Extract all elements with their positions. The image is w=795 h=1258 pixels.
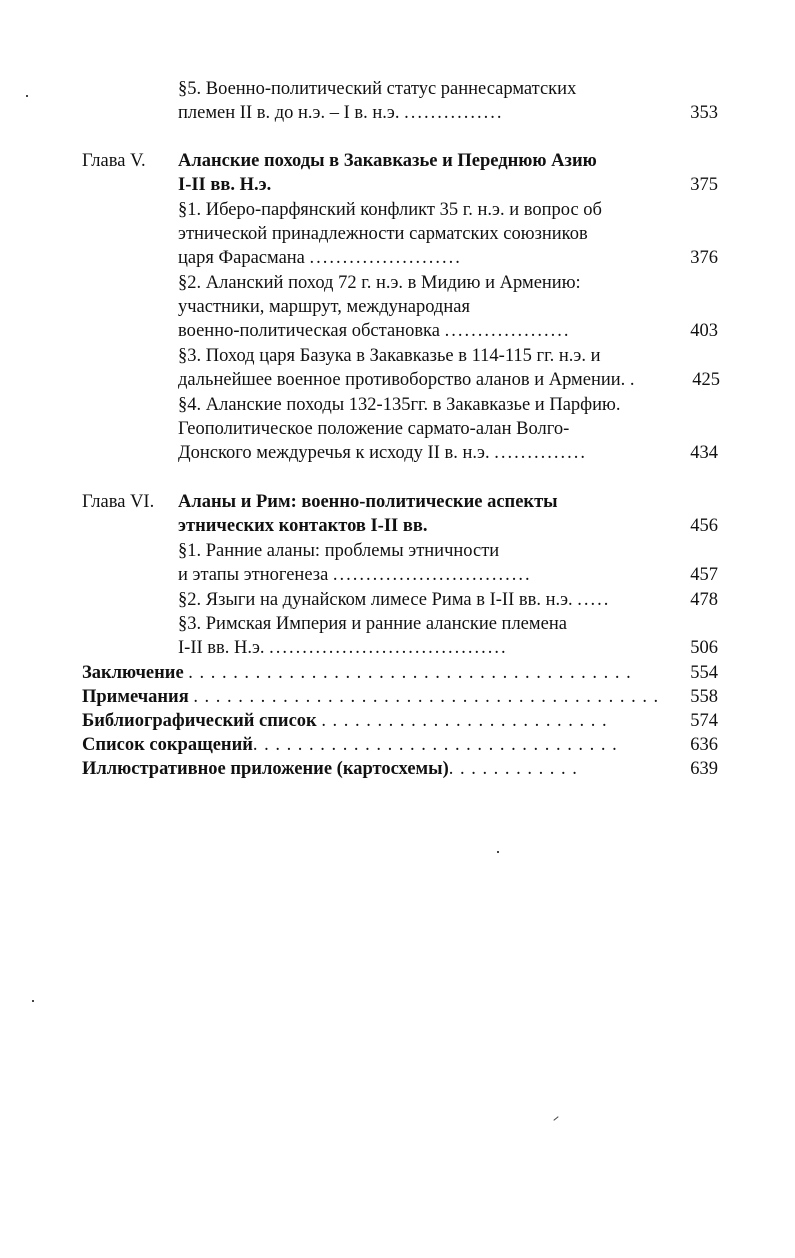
toc-entry-line: Донского междуречья к исходу II в. н.э. .............. [178, 443, 587, 463]
toc-entry-line: §1. Иберо-парфянский конфликт 35 г. н.э. и вопрос об [178, 200, 602, 220]
toc-page-number: 375 [690, 175, 718, 195]
toc-page-number: 574 [690, 711, 718, 731]
chapter-title-line2: I-II вв. Н.э. [178, 175, 272, 195]
toc-page-number: 639 [690, 759, 718, 779]
toc-page-number: 506 [690, 638, 718, 658]
toc-entry-line: I-II вв. Н.э. .................................... [178, 638, 508, 658]
toc-entry-line: и этапы этногенеза .............................. [178, 565, 532, 585]
toc-entry-line: этнической принадлежности сарматских союзников [178, 224, 588, 244]
chapter-label: Глава V. [82, 151, 146, 171]
chapter-title-line2: этнических контактов I-II вв. [178, 516, 428, 536]
toc-page-number: 456 [690, 516, 718, 536]
toc-entry-line: §1. Ранние аланы: проблемы этничности [178, 541, 500, 561]
toc-entry-line: §2. Языги на дунайском лимесе Рима в I-II вв. н.э. ..... [178, 590, 611, 610]
toc-entry-line: участники, маршрут, международная [178, 297, 470, 317]
chapter-title-line1: Аланы и Рим: военно-политические аспекты [178, 492, 558, 512]
toc-page-number: 457 [690, 565, 718, 585]
toc-entry-illustrations: Иллюстративное приложение (картосхемы)............ [82, 759, 584, 779]
chapter-label: Глава VI. [82, 492, 155, 512]
toc-entry-line: §3. Римская Империя и ранние аланские племена [178, 614, 567, 634]
toc-entry-line: царя Фарасмана ....................... [178, 248, 462, 268]
toc-entry-line: §2. Аланский поход 72 г. н.э. в Мидию и Армению: [178, 273, 581, 293]
toc-entry-line: дальнейшее военное противоборство аланов и Армении. . [178, 370, 635, 390]
toc-page-number: 636 [690, 735, 718, 755]
toc-page-number: 478 [690, 590, 718, 610]
scan-speck [26, 95, 28, 97]
toc-entry-line: военно-политическая обстановка ................... [178, 321, 571, 341]
toc-entry-line: §4. Аланские походы 132-135гг. в Закавказье и Парфию. [178, 395, 621, 415]
toc-entry-abbreviations: Список сокращений................................. [82, 735, 624, 755]
scan-speck [553, 1116, 558, 1121]
toc-entry-line: §3. Поход царя Базука в Закавказье в 114-115 гг. н.э. и [178, 346, 601, 366]
toc-page-number: 554 [690, 663, 718, 683]
toc-page-number: 558 [690, 687, 718, 707]
scan-speck [497, 851, 499, 853]
toc-entry-s5-line1: §5. Военно-политический статус раннесарматских [178, 79, 577, 99]
toc-page-number: 434 [690, 443, 718, 463]
toc-page-number: 376 [690, 248, 718, 268]
scan-speck [32, 1000, 34, 1002]
toc-page-number: 425 [692, 370, 720, 390]
chapter-title-line1: Аланские походы в Закавказье и Переднюю Азию [178, 151, 597, 171]
toc-entry-s5-line2: племен II в. до н.э. – I в. н.э. ............... [178, 103, 504, 123]
toc-page-number: 353 [690, 103, 718, 123]
toc-entry-bibliography: Библиографический список .......................... [82, 711, 614, 731]
toc-entry-notes: Примечания .......................................... [82, 687, 665, 707]
toc-page-number: 403 [690, 321, 718, 341]
toc-entry-line: Геополитическое положение сармато-алан Волго- [178, 419, 570, 439]
toc-entry-conclusion: Заключение ........................................ [82, 663, 638, 683]
